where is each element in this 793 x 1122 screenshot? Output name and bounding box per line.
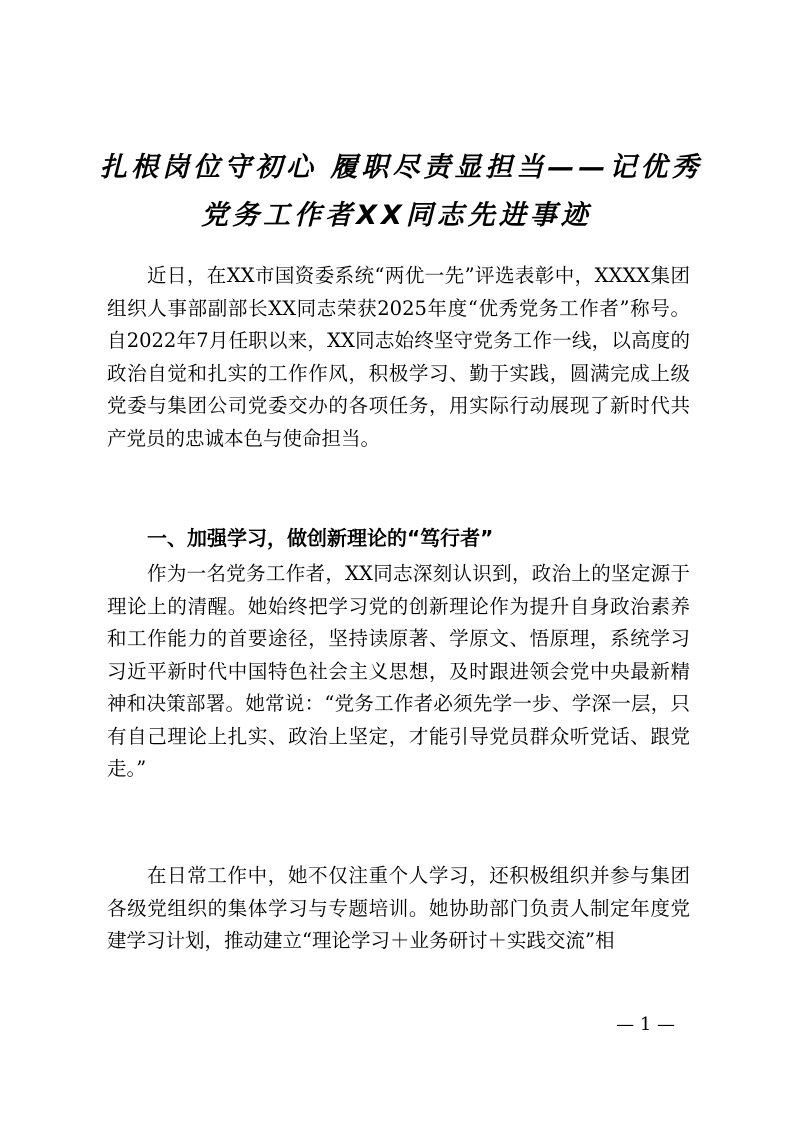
intro-paragraph: 近日，在XX市国资委系统“两优一先”评选表彰中，XXXX集团组织人事部副部长XX同志荣获2025年度“优秀党务工作者”称号。自2022年7月任职以来，XX同志始终坚守党务工作一线，以高度的政治自觉和扎实的工作作风，积极学习、勤于实践，圆满完成上级党委与集团公司党委交办的各项任务，用实际行动展现了新时代共产党员的忠诚本色与使命担当。 — [107, 264, 690, 450]
document-title-line-1: 扎根岗位守初心 履职尽责显担当——记优秀 — [100, 152, 703, 183]
body-paragraph: 作为一名党务工作者，XX同志深刻认识到，政治上的坚定源于理论上的清醒。她始终把学习党的创新理论作为提升自身政治素养和工作能力的首要途径，坚持读原著、学原文、悟原理，系统学习习近平新时代中国特色社会主义思想，及时跟进领会党中央最新精神和决策部署。她常说：“党务工作者必须先学一步、学深一层，只有自己理论上扎实、政治上坚定，才能引导党员群众听党话、跟党走。” — [107, 562, 690, 780]
page-number: — 1 — — [616, 1014, 675, 1035]
section-heading: 一、加强学习，做创新理论的“笃行者” — [147, 526, 494, 550]
document-title-line-2: 党务工作者XX同志先进事迹 — [201, 200, 592, 231]
body-paragraph: 在日常工作中，她不仅注重个人学习，还积极组织并参与集团各级党组织的集体学习与专题培训。她协助部门负责人制定年度党建学习计划，推动建立“理论学习＋业务研讨＋实践交流”相 — [107, 864, 690, 952]
